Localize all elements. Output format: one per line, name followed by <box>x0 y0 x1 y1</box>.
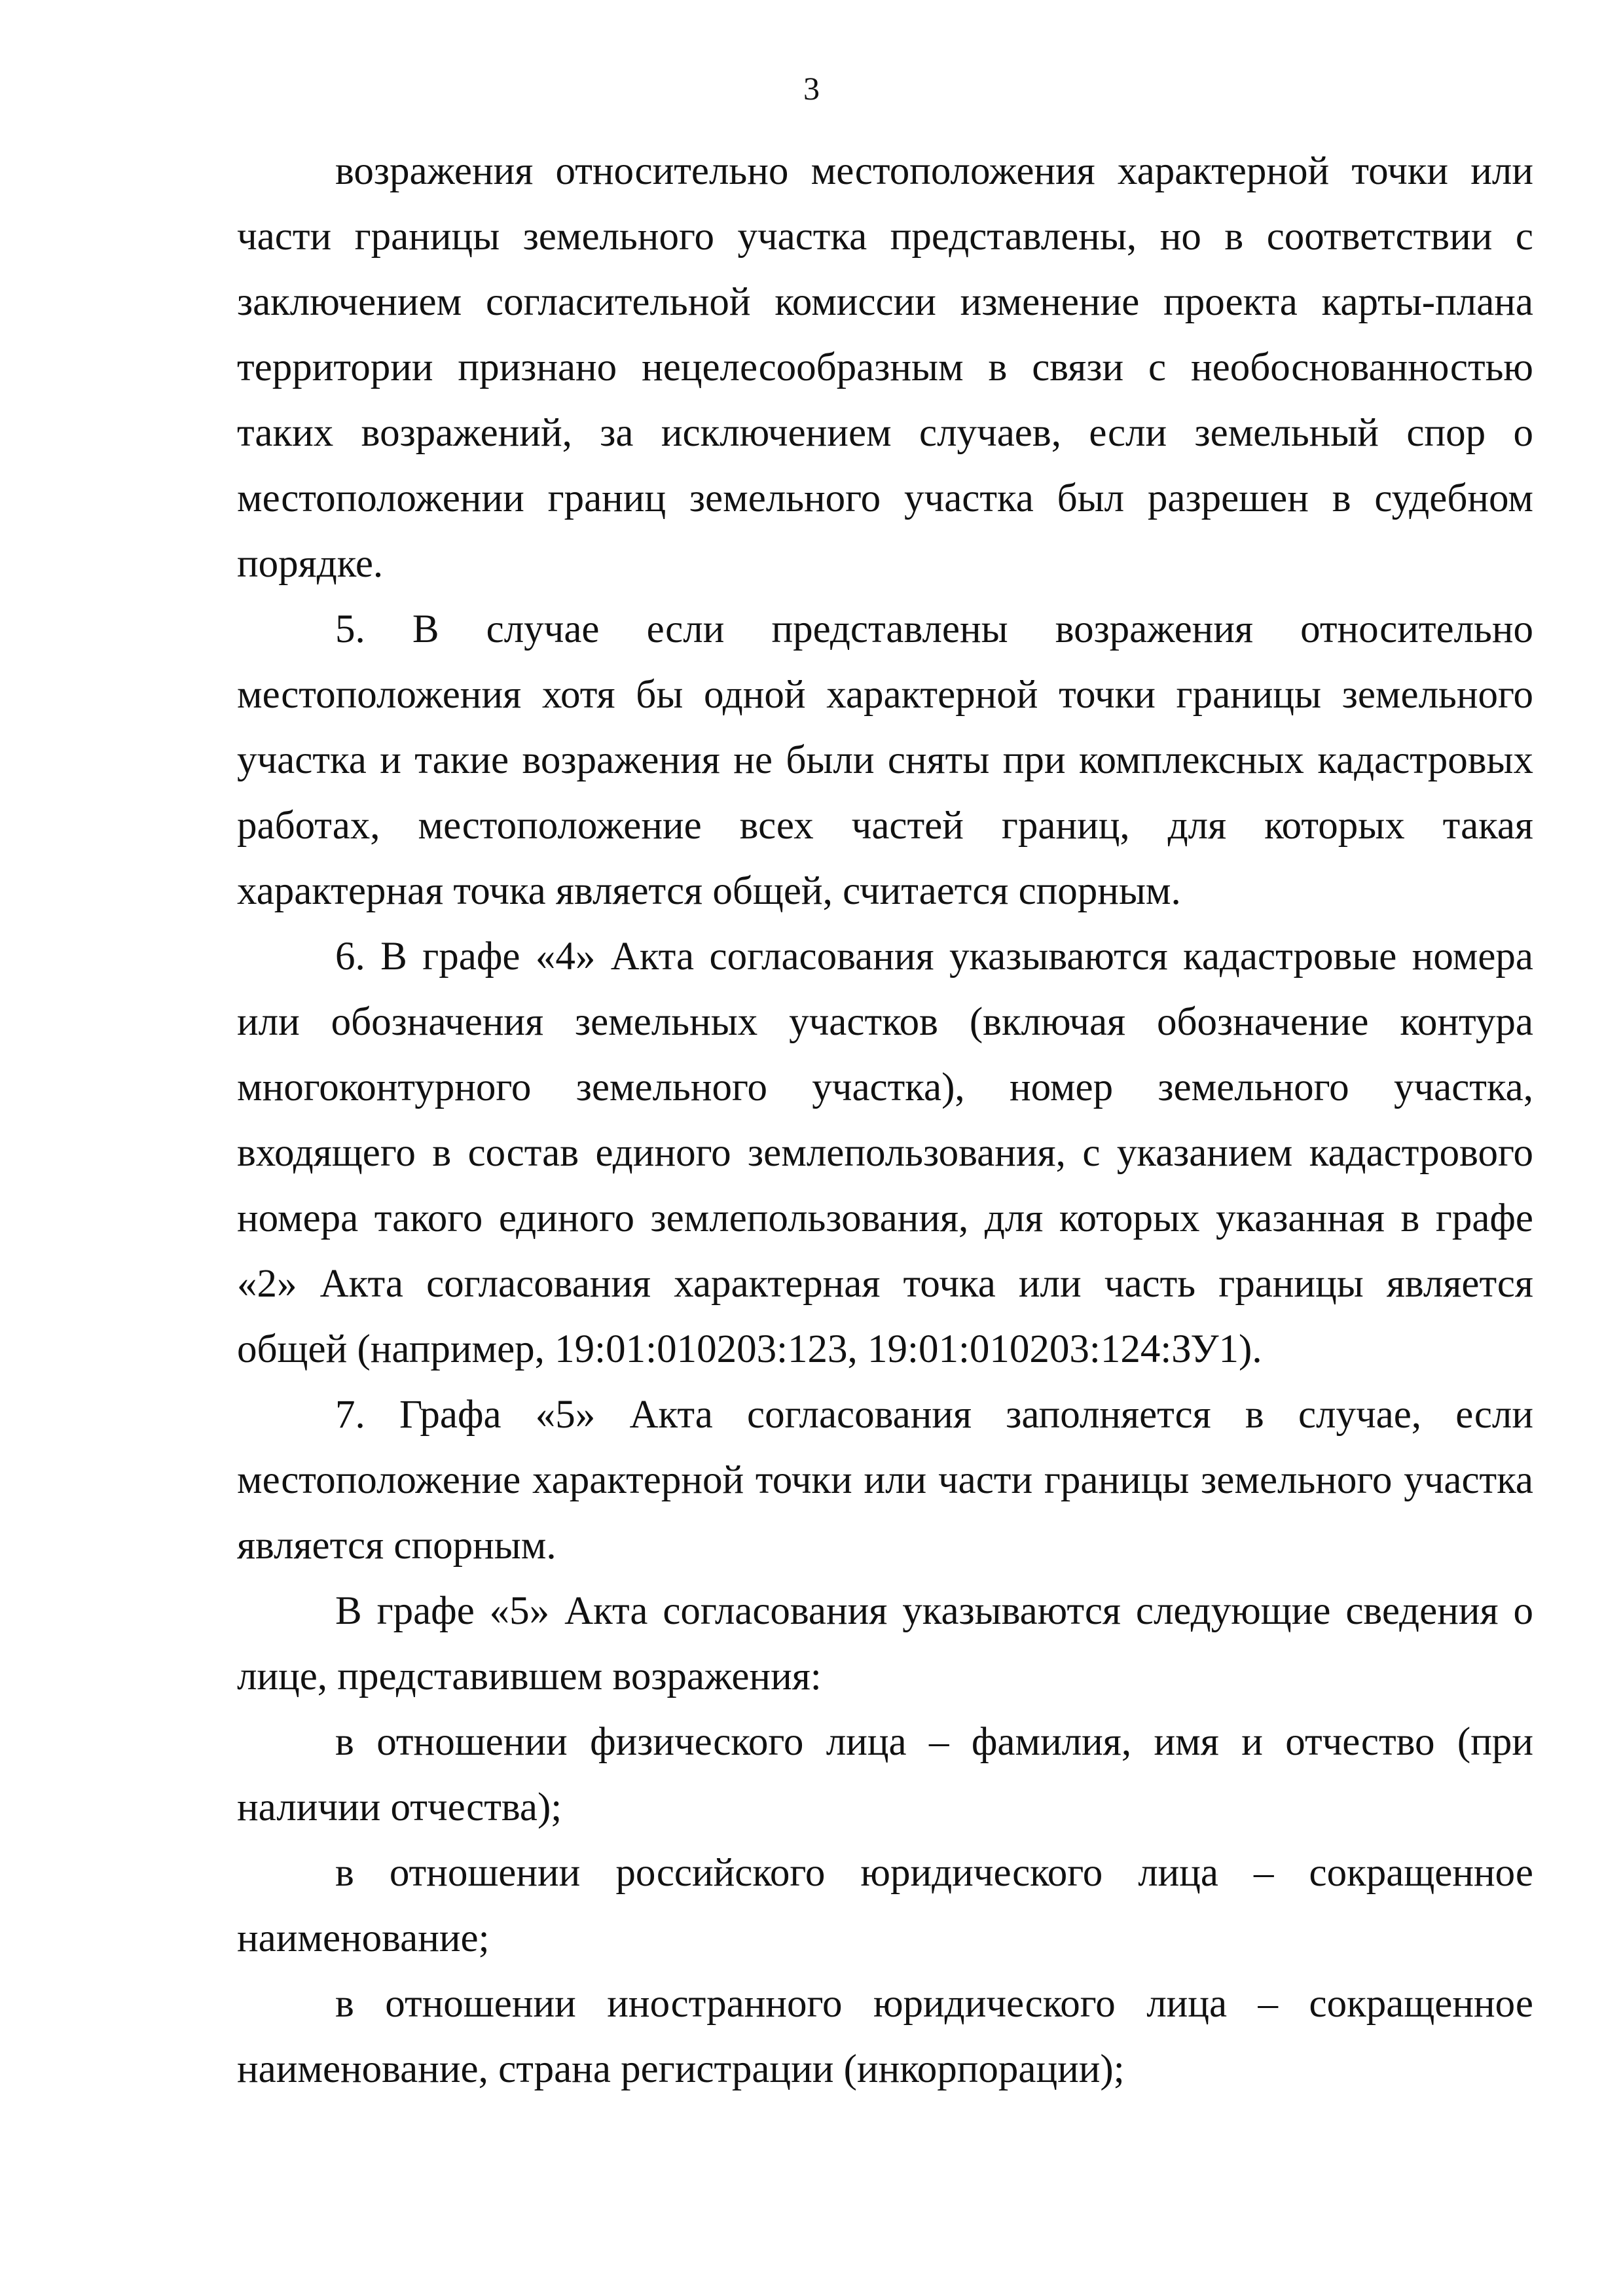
paragraph-item-7: 7. Графа «5» Акта согласования заполняется в случае, если местоположение характерной точки или части границы земельного участка является спорным. <box>237 1393 1533 1568</box>
paragraph-individual: в отношении физического лица – фамилия, имя и отчество (при наличии отчества); <box>237 1720 1533 1829</box>
paragraph-continuation: возражения относительно местоположения характерной точки или части границы земельного участка представлены, но в соответствии с заключением согласительной комиссии изменение проекта карты-плана территории признано нецелесообразным в связи с необоснованностью таких возражений, за исключением случаев, если земельный спор о местоположении границ земельного участка был разрешен в судебном порядке. <box>237 149 1533 586</box>
paragraph-item-6: 6. В графе «4» Акта согласования указываются кадастровые номера или обозначения земельных участков (включая обозначение контура многоконтурного земельного участка), номер земельного участка, входящего в состав единого землепользования, с указанием кадастрового номера такого единого землепользования, для которых указанная в графе «2» Акта согласования характерная точка или часть границы является общей (например, 19:01:010203:123, 19:01:010203:124:ЗУ1). <box>237 935 1533 1371</box>
paragraph-russian-legal-entity: в отношении российского юридического лица – сокращенное наименование; <box>237 1851 1533 1960</box>
page-number: 3 <box>803 70 820 107</box>
paragraph-item-5: 5. В случае если представлены возражения относительно местоположения хотя бы одной характерной точки границы земельного участка и такие возражения не были сняты при комплексных кадастровых работах, местоположение всех частей границ, для которых такая характерная точка является общей, считается спорным. <box>237 607 1533 913</box>
paragraph-graph-5-intro: В графе «5» Акта согласования указываются следующие сведения о лице, представившем возражения: <box>237 1589 1533 1698</box>
paragraph-foreign-legal-entity: в отношении иностранного юридического лица – сокращенное наименование, страна регистрации (инкорпорации); <box>237 1982 1533 2091</box>
document-body <box>237 139 1533 2102</box>
